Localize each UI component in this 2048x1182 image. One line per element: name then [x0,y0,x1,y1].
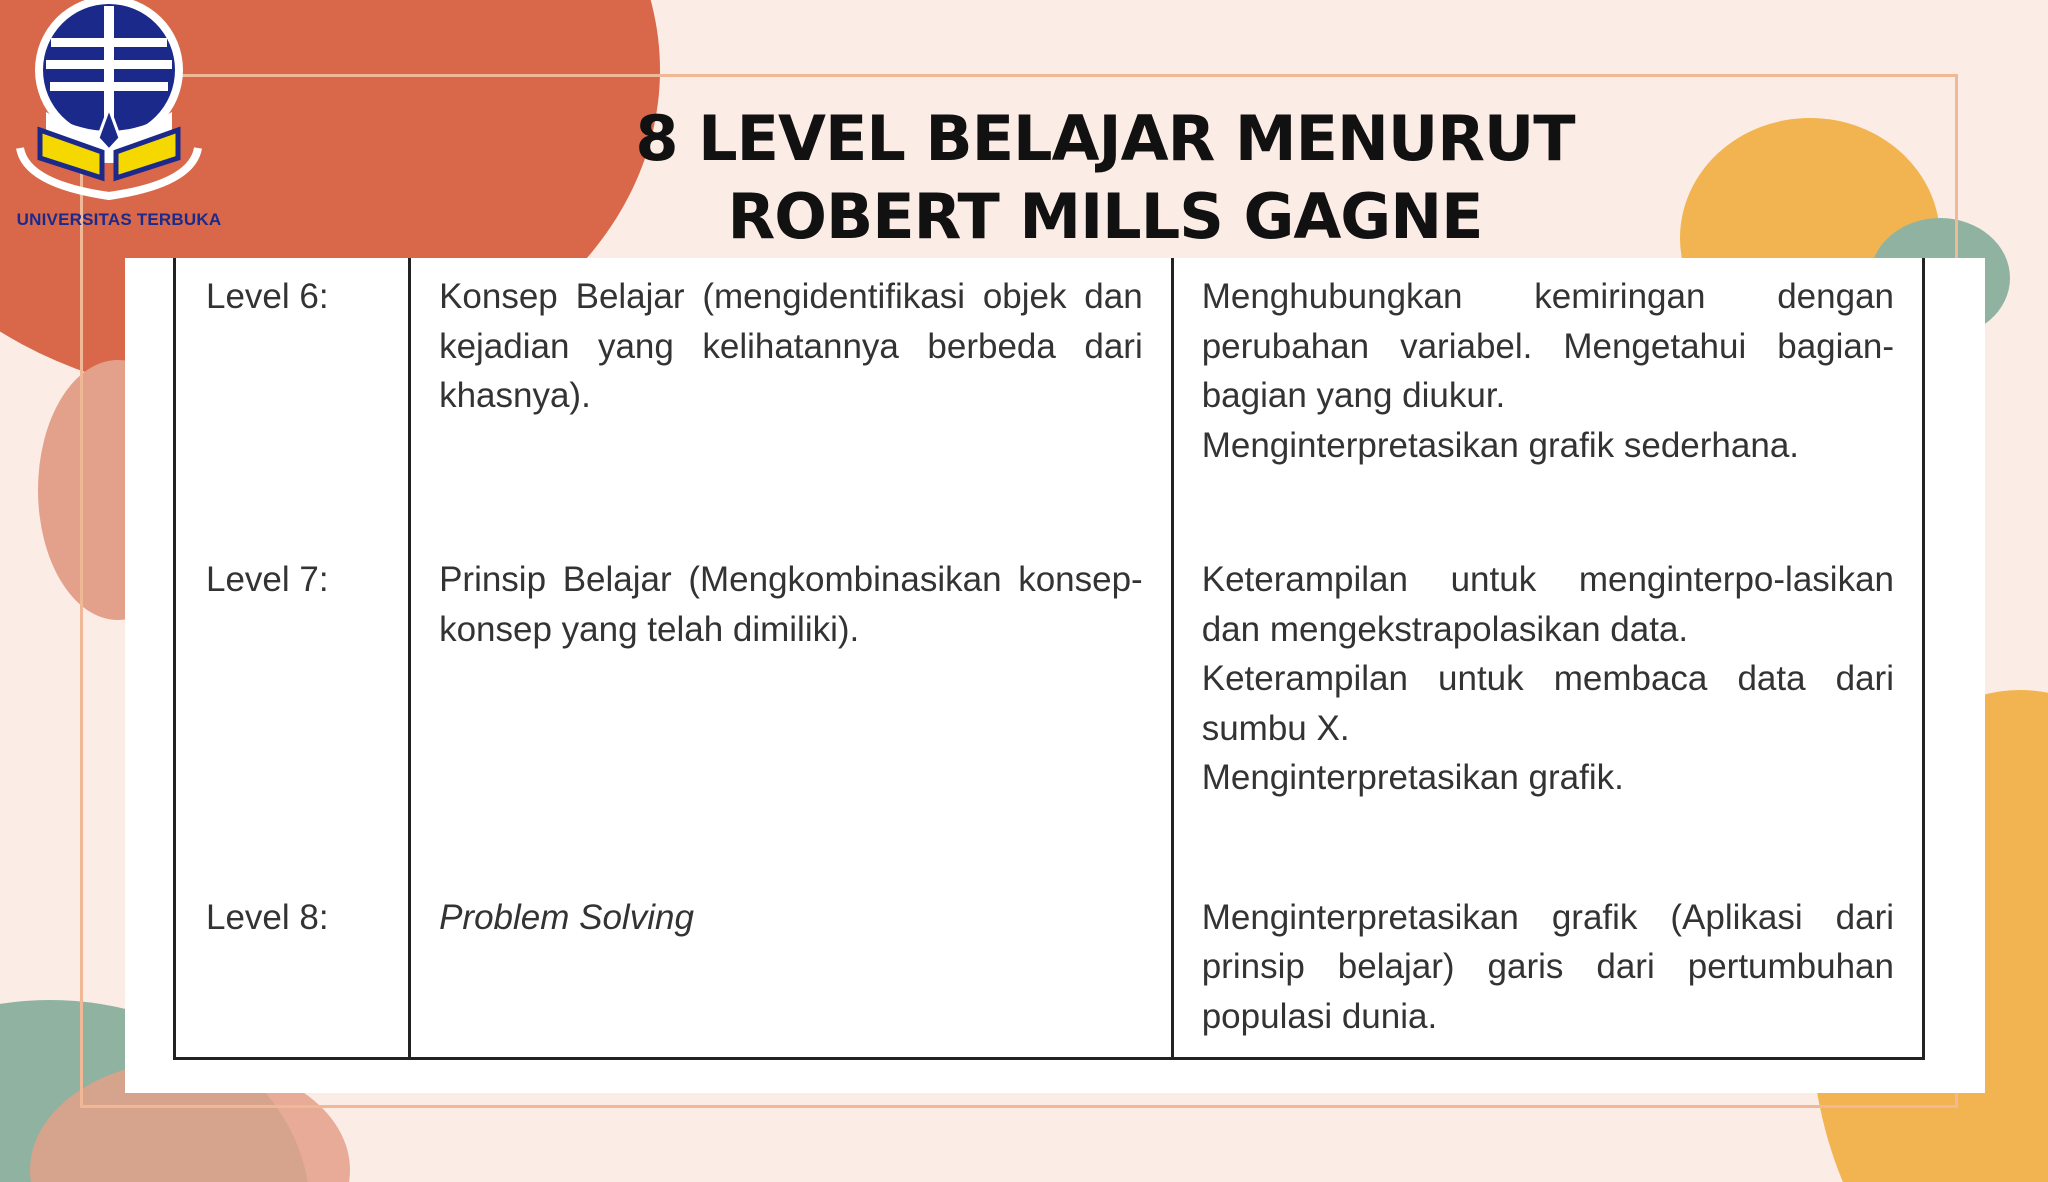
examples-cell [1172,879,1923,1059]
table-row [175,258,1924,541]
table-row [175,879,1924,1059]
title-line-2: ROBERT MILLS GAGNE [727,180,1483,253]
university-logo [6,0,222,240]
example-text: Keterampilan untuk membaca data dari sumbu X. [1201,659,1894,748]
logo-emblem-icon [6,0,218,210]
title-line-1: 8 LEVEL BELAJAR MENURUT [635,102,1575,175]
example-text: Menginterpretasikan grafik (Aplikasi dari prinsip belajar) garis dari pertumbuhan populasi dunia. [1201,897,1894,1036]
examples-cell [1172,258,1923,541]
concept-cell: Prinsip Belajar (Mengkombinasikan konsep-konsep yang telah dimiliki). [410,541,1173,878]
page-title [560,100,1650,256]
level-cell: Level 7: [175,541,410,878]
example-text: Menginterpretasikan grafik. [1201,758,1624,798]
example-text: Menghubungkan kemiringan dengan perubahan variabel. Mengetahui bagian-bagian yang diukur. [1201,277,1894,415]
example-text: Keterampilan untuk menginterpo-lasikan dan mengekstrapolasikan data. [1201,560,1894,649]
concept-cell: Konsep Belajar (mengidentifikasi objek dan kejadian yang kelihatannya berbeda dari khasnya). [410,258,1173,541]
example-text: Menginterpretasikan grafik sederhana. [1201,425,1800,465]
level-cell: Level 6: [175,258,410,541]
examples-cell [1172,541,1923,878]
concept-cell: Problem Solving [410,879,1173,1059]
table-row [175,541,1924,878]
gagne-levels-table [173,258,1925,1060]
logo-wordmark: UNIVERSITAS TERBUKA [16,210,222,229]
level-cell: Level 8: [175,879,410,1059]
table-card [125,258,1985,1093]
